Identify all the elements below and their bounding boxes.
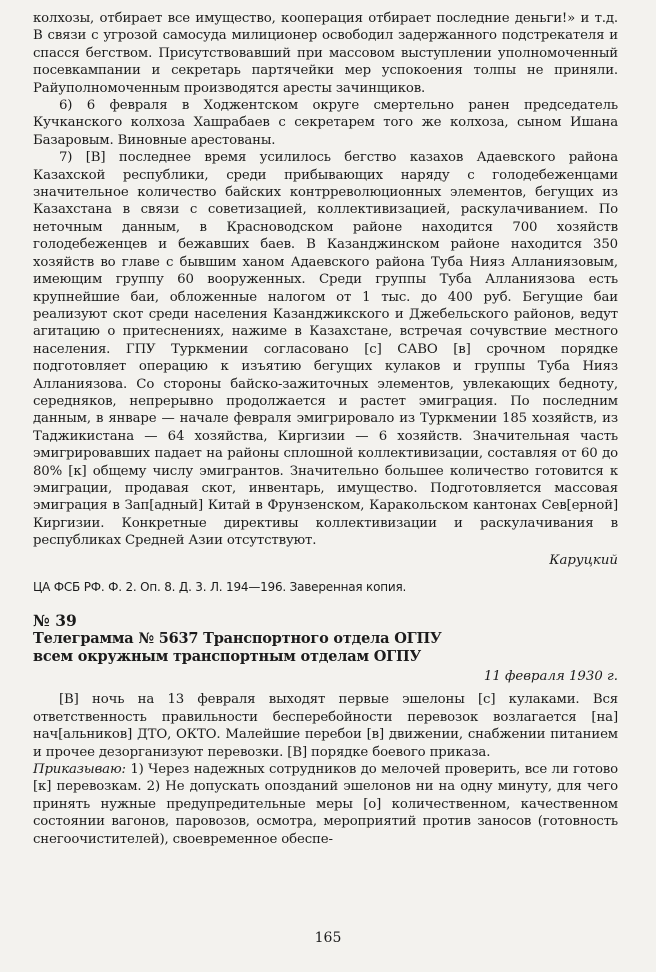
page-number: 165 [314, 930, 342, 946]
order-paragraph [33, 761, 618, 848]
order-text: 1) Через надежных сотрудников до мелочей проверить, все ли готово [к] перевозкам. 2) Не допускать опозданий эшелонов ни на одну минуту, для чего принять нужные предупредительные меры [о] количественном, качественном состоянии вагонов, паровозов, осмотра, мероприятий против заносов (готовность снегоочистителей), своевременное обеспе- [33, 762, 618, 847]
item-6-paragraph: 6) 6 февраля в Ходжентском округе смертельно ранен председатель Кучканского колхоза Хашрабаев с секретарем того же колхоза, сыном Ишана Базаровым. Виновные арестованы. [33, 98, 618, 148]
signature: Каруцкий [549, 552, 618, 568]
document-title-line-2: всем окружным транспортным отделам ОГПУ [33, 648, 422, 665]
document-date: 11 февраля 1930 г. [483, 669, 618, 684]
document-title-line-1: Телеграмма № 5637 Транспортного отдела ОГПУ [33, 630, 442, 647]
top-paragraph: колхозы, отбирает все имущество, кооперация отбирает последние деньги!» и т.д. В связи с угрозой самосуда милиционер освободил задержанного подстрекателя и спасся бегством. Присутствовавший при массовом выступлении уполномоченный посевкампании и секретарь партячейки мер успокоения толпы не приняли. Райуполномоченным производятся аресты зачинщиков. [33, 11, 618, 96]
archive-reference: ЦА ФСБ РФ. Ф. 2. Оп. 8. Д. 3. Л. 194—196. Заверенная копия. [33, 580, 407, 594]
order-lead: Приказываю: [33, 762, 126, 778]
body-paragraph: [В] ночь на 13 февраля выходят первые эшелоны [с] кулаками. Вся ответственность правильности бесперебойности перевозок возлагается [на] нач[альников] ДТО, ОКТО. Малейшие перебои [в] движении, снабжении питанием и прочее дезорганизуют перевозки. [В] порядке боевого приказа. [33, 692, 618, 760]
document-number: № 39 [33, 611, 77, 630]
item-7-paragraph: 7) [В] последнее время усилилось бегство казахов Адаевского района Казахской республики, среди прибывающих наряду с голодебеженцами значительное количество байских контрреволюционных элементов, бегущих из Казахстана в связи с советизацией, коллективизацией, раскулачиванием. По неточным данным, в Красноводском районе находится 700 хозяйств голодебеженцев и бежавших баев. В Казанджинском районе находится 350 хозяйств во главе с бывшим ханом Адаевского района Туба Нияз Алланиязовым, имеющим группу 60 вооруженных. Среди группы Туба Алланиязова есть крупнейшие баи, обложенные налогом от 1 тыс. до 400 руб. Бегущие баи реализуют скот среди населения Казанджикского и Джебельского районов, ведут агитацию о притеснениях, нажиме в Казахстане, встречая сочувствие местного населения. ГПУ Туркмении согласовано [с] САВО [в] срочном порядке подготовляет операцию к изъятию бегущих кулаков и группы Туба Нияз Алланиязова. Со стороны байско-зажиточных элементов, увлекающих бедноту, середняков, непрерывно продолжается и растет эмиграция. По последним данным, в январе — начале февраля эмигрировало из Туркмении 185 хозяйств, из Таджикистана — 64 хозяйства, Киргизии — 6 хозяйств. Значительная часть эмигрировавших падает на районы сплошной коллективизации, составляя от 60 до 80% [к] общему числу эмигрантов. Значительно большее количество готовится к эмиграции, продавая скот, инвентарь, имущество. Подготовляется массовая эмиграция в Зап[адный] Китай в Фрунзенском, Каракольском кантонах Сев[ерной] Киргизии. Конкретные директивы коллективизации и раскулачивания в республиках Средней Азии отсутствуют. [33, 150, 618, 549]
